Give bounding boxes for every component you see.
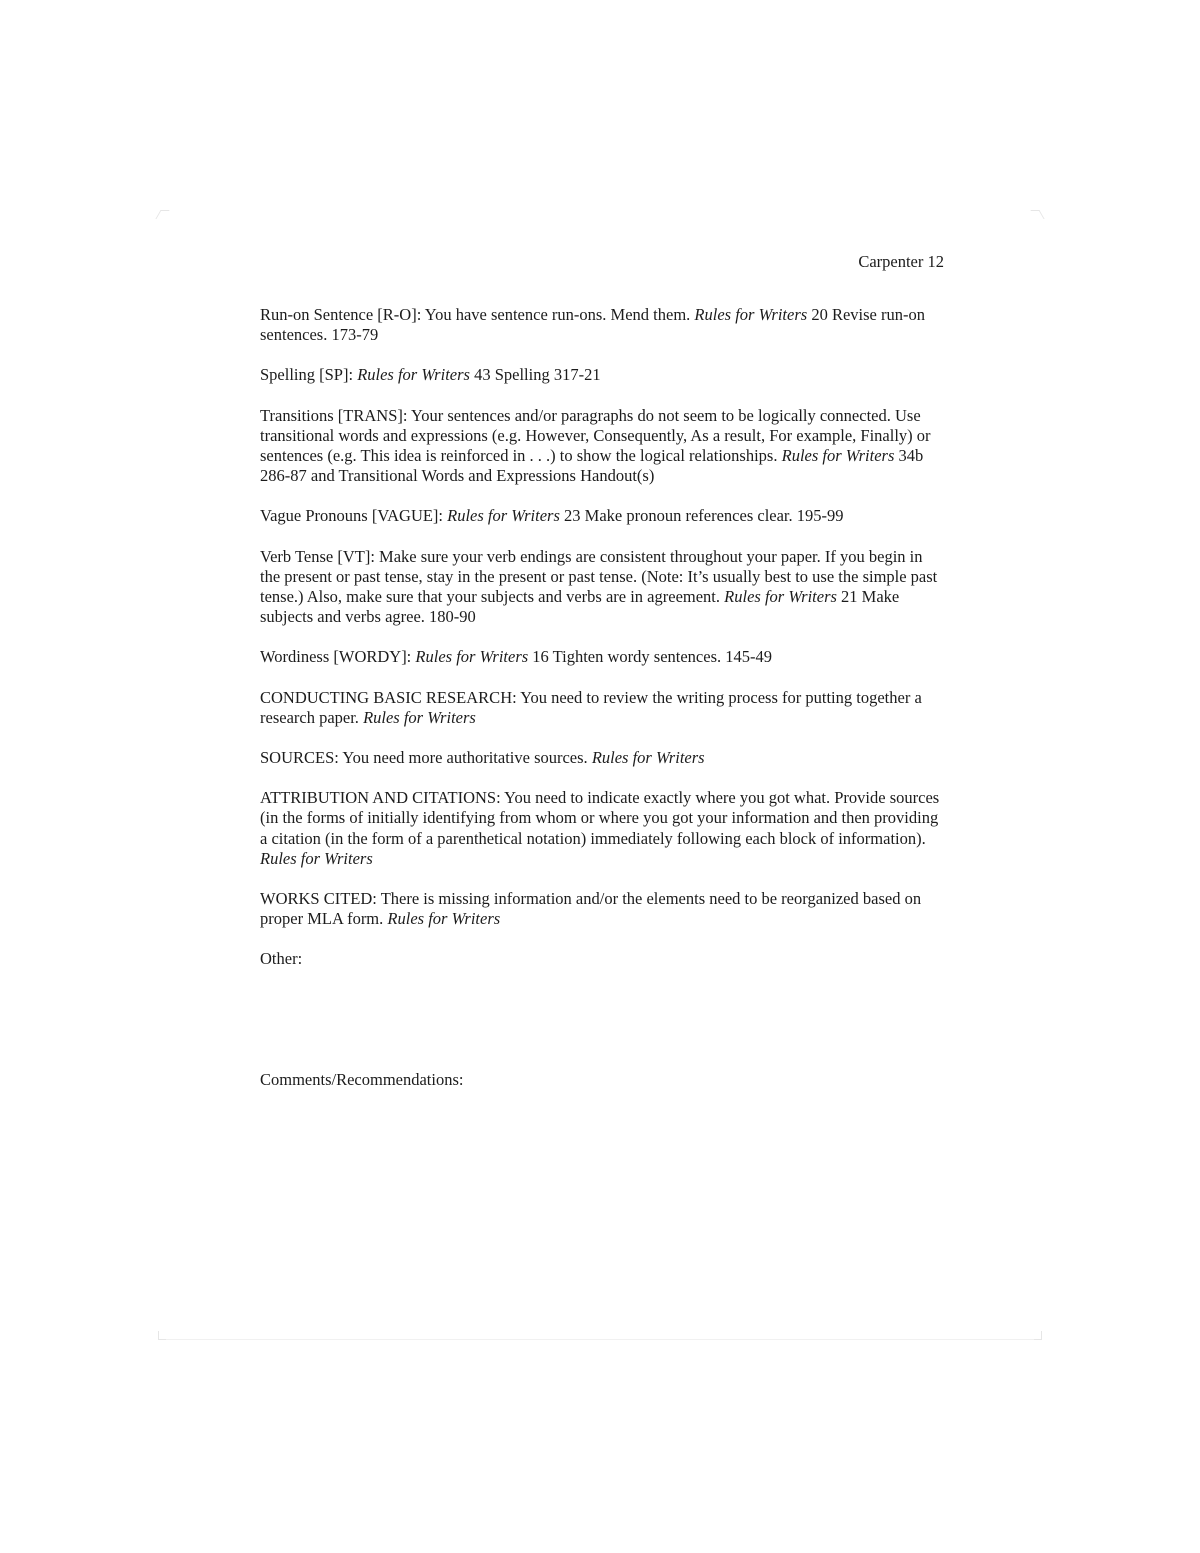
entry-works-cited xyxy=(260,889,944,929)
entry-wordiness xyxy=(260,647,944,667)
other-blank-space xyxy=(260,990,944,1070)
book-title: Rules for Writers xyxy=(781,446,895,466)
entry-attribution-citations xyxy=(260,788,944,869)
entry-reference: 21 Make subjects and verbs agree. 180-90 xyxy=(260,587,900,627)
page-corner-mark xyxy=(1033,1331,1042,1340)
entry-conducting-research xyxy=(260,688,944,728)
entry-text: ATTRIBUTION AND CITATIONS: You need to indicate exactly where you got what. Provide sources (in the forms of initially identifying from whom or where you got your information and then providing a citation (in the form of a parenthetical notation) immediately following each block of information). xyxy=(260,788,940,848)
page-header: Carpenter 12 xyxy=(858,252,944,271)
entry-reference: 34b 286-87 and Transitional Words and Expressions Handout(s) xyxy=(260,446,924,486)
entry-text: Transitions [TRANS]: Your sentences and/or paragraphs do not seem to be logically connected. Use transitional words and expressions (e.g. However, Consequently, As a result, For example, Finally) or sentences (e.g. This idea is reinforced in . . .) to show the logical relationships. xyxy=(260,405,931,466)
book-title: Rules for Writers xyxy=(415,647,529,667)
page-corner-mark xyxy=(155,210,169,219)
entry-vague-pronouns xyxy=(260,506,944,526)
other-label: Other: xyxy=(260,949,303,969)
entry-reference: 16 Tighten wordy sentences. 145-49 xyxy=(528,647,772,667)
entry-run-on xyxy=(260,305,944,345)
entry-spelling xyxy=(260,365,944,385)
book-title: Rules for Writers xyxy=(387,909,501,929)
entry-text: CONDUCTING BASIC RESEARCH: You need to review the writing process for putting together a research paper. xyxy=(260,687,922,727)
book-title: Rules for Writers xyxy=(724,587,837,607)
entry-text: SOURCES: You need more authoritative sources. xyxy=(260,748,592,768)
comments-label: Comments/Recommendations: xyxy=(260,1069,464,1089)
entry-text: Vague Pronouns [VAGUE]: xyxy=(260,506,448,526)
book-title: Rules for Writers xyxy=(260,848,373,868)
book-title: Rules for Writers xyxy=(447,506,560,526)
page-corner-mark xyxy=(1030,210,1044,219)
entry-reference: 43 Spelling 317-21 xyxy=(469,365,601,385)
book-title: Rules for Writers xyxy=(357,365,470,385)
entry-text: Verb Tense [VT]: Make sure your verb endings are consistent throughout your paper. If you begin in the present or past tense, stay in the present or past tense. (Note: It’s usually best to use the simple past tense.) Also, make sure that your subjects and verbs are in agreement. xyxy=(260,546,938,607)
entry-text: WORKS CITED: There is missing information and/or the elements need to be reorganized based on proper MLA form. xyxy=(260,889,922,929)
book-title: Rules for Writers xyxy=(694,305,808,324)
entry-sources xyxy=(260,748,944,768)
book-title: Rules for Writers xyxy=(591,748,705,768)
entry-text: Run-on Sentence [R-O]: You have sentence run-ons. Mend them. xyxy=(260,305,695,324)
entry-reference: 23 Make pronoun references clear. 195-99 xyxy=(559,506,844,526)
entry-verb-tense xyxy=(260,547,944,628)
document-body xyxy=(260,305,944,1110)
entry-transitions xyxy=(260,406,944,487)
page-bottom-edge xyxy=(166,1339,1034,1340)
entry-reference: 20 Revise run-on sentences. 173-79 xyxy=(260,305,925,345)
entry-text: Wordiness [WORDY]: xyxy=(260,647,416,667)
entry-text: Spelling [SP]: xyxy=(260,365,358,385)
book-title: Rules for Writers xyxy=(363,707,476,727)
